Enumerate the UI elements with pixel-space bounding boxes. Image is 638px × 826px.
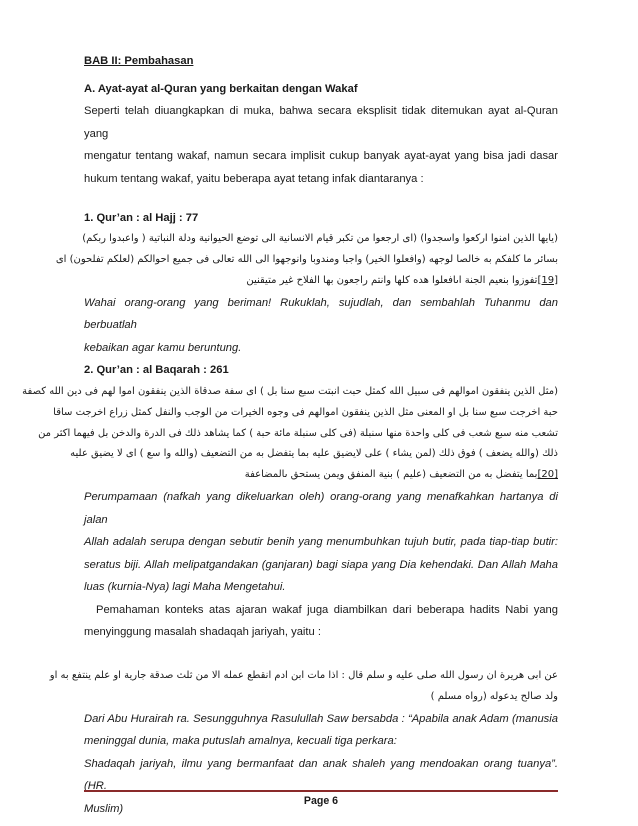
- verse2-arabic-line: ذلك (والله يضعف ) فوق ذلك (لمن يشاء ) على لايضيق عليه بما يتفضل به من التضعيف (والله وا سع ) اى لا يضيق عليه: [70, 448, 558, 460]
- verse2-arabic-last: [84, 465, 558, 486]
- document-page: [22, 50, 558, 821]
- intro-line: Seperti telah diuangkapkan di muka, bahwa secara eksplisit tidak ditemukan ayat al-Quran yang: [84, 105, 558, 140]
- verse1-translation-line: Wahai orang-orang yang beriman! Rukuklah, sujudlah, dan sembahlah Tuhanmu dan berbuatlah: [84, 296, 558, 332]
- verse2-translation-line: seratus biji. Allah melipatgandakan (ganjaran) bagi siapa yang Dia kehendaki. Dan Allah Maha: [84, 558, 558, 571]
- context-line: menyinggung masalah shadaqah jariyah, yaitu :: [84, 626, 321, 639]
- verse1-translation-line: kebaikan agar kamu beruntung.: [84, 341, 242, 354]
- hadith-arabic-line: ولد صالح يدعوله (رواه مسلم ): [430, 690, 558, 702]
- spacer: [84, 191, 558, 207]
- intro-line: mengatur tentang wakaf, namun secara implisit cukup banyak ayat-ayat yang bisa jadi dasar: [84, 150, 558, 163]
- page-number: Page 6: [303, 795, 339, 807]
- context-line: Pemahaman konteks atas ajaran wakaf juga diambilkan dari beberapa hadits Nabi yang: [96, 603, 558, 616]
- intro-line: hukum tentang wakaf, yaitu beberapa ayat tetang infak diantaranya :: [84, 172, 424, 185]
- spacer: [84, 644, 558, 666]
- verse1-arabic-line: (يايها الذين امنوا اركعوا واسجدوا) (اى ارجعوا من تكبر قيام الانسانية الى توضع الحيوانية ودلة النباتية ( واعبدوا ربكم): [82, 233, 558, 245]
- hadith-translation-line: Dari Abu Hurairah ra. Sesungguhnya Rasulullah Saw bersabda : “Apabila anak Adam (manusia: [84, 712, 558, 725]
- verse2-arabic-line: (مثل الذين ينفقون اموالهم فى سبيل الله كمثل حبت انبتت سبع سنا بل ) اى سفة صدقاة الذين ينفقون اموا لهم فى دين الله كصفة: [22, 385, 558, 397]
- verse1-arabic-last: [84, 271, 558, 292]
- verse2-arabic-line: بما يتفضل به من التضعيف (عليم ) بنية المنفق ويمن يستحق ىالمضاعفة: [244, 469, 538, 481]
- section-a-heading: A. Ayat-ayat al-Quran yang berkaitan dengan Wakaf: [84, 82, 358, 95]
- verse2-translation-line: Allah adalah serupa dengan sebutir benih yang menumbuhkan tujuh butir, pada tiap-tiap butir:: [84, 536, 558, 549]
- verse1-title: 1. Qur’an : al Hajj : 77: [84, 211, 199, 224]
- verse2-arabic-line: تشعب منه سبع شعب فى كلى واحدة منها سنبلة (فى كلى سنبلة مائة حبة ) كما يشاهد ذلك فى الدرة والدخن بل فيهما اكثر من: [38, 427, 558, 439]
- footnote-ref-19[interactable]: [19]: [537, 274, 558, 286]
- verse2-title: 2. Qur’an : al Baqarah : 261: [84, 364, 229, 377]
- verse2-arabic-line: حبة اخرجت سبع سنا بل او المعنى مثل الذين ينفقون اموالهم فى وجوه الخيرات من الوجب والنفل كمثل زراع اخرجت ساقا: [53, 406, 558, 418]
- verse2-translation-line: Perumpamaan (nafkah yang dikeluarkan oleh) orang-orang yang menafkahkan hartanya di jalan: [84, 490, 558, 526]
- hadith-translation-line: meninggal dunia, maka putuslah amalnya, kecuali tiga perkara:: [84, 735, 397, 748]
- hadith-translation-line: Muslim): [84, 803, 124, 816]
- hadith-arabic-line: عن ابى هريرة ان رسول الله صلى عليه و سلم قال : اذا مات ابن ادم انقطع عمله الا من ثلث صدقة جارية او علم ينتفع به او: [49, 670, 558, 682]
- chapter-heading: BAB II: Pembahasan: [84, 55, 194, 67]
- footnote-ref-20[interactable]: [20]: [537, 469, 558, 481]
- verse2-translation-line: luas (kurnia-Nya) lagi Maha Mengetahui.: [84, 581, 286, 594]
- verse1-arabic-line: تفوزوا بنعيم الجنة اىافعلوا هده كلها وانتم راجعون بها الفلاح غير متيقنين: [246, 274, 538, 286]
- hadith-translation-line: Shadaqah jariyah, ilmu yang bermanfaat dan anak shaleh yang mendoakan orang tuanya”. (HR.: [84, 757, 558, 793]
- page-footer: [84, 790, 558, 807]
- verse1-arabic-line: بسائر ما كلفكم به خالصا لوجهه (وافعلوا الخير) واجبا ومندوبا وانوجهوا الى الله تعالى فى جميع احوالكم (لعلكم تفلحون) اى: [55, 253, 558, 265]
